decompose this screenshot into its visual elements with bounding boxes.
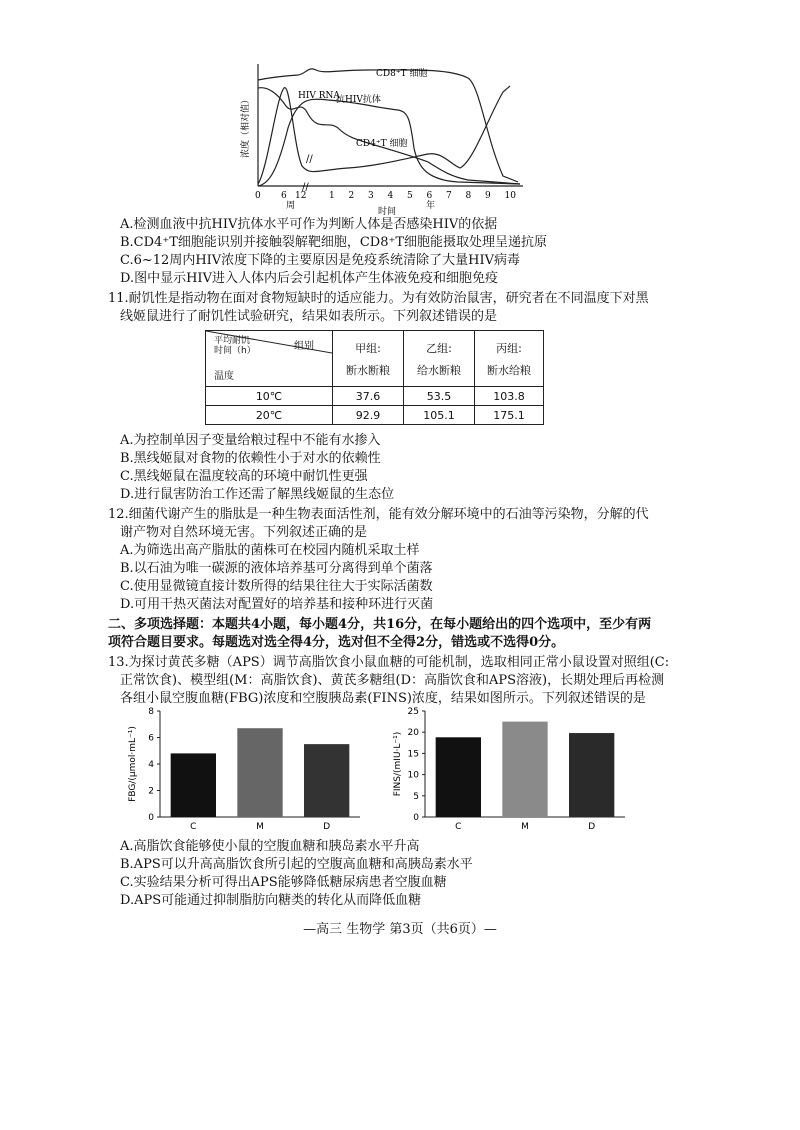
- row-temp: 20℃: [206, 406, 333, 425]
- x-tick-label: D: [323, 822, 331, 832]
- q13-stem-line1: 13.为探讨黄芪多糖（APS）调节高脂饮食小鼠血糖的可能机制，选取相同正常小鼠设置对照组(C:: [108, 655, 670, 670]
- y-tick-label: 10: [407, 770, 419, 781]
- year-tick: 5: [407, 191, 413, 201]
- q13-stem-line3: 各组小鼠空腹血糖(FBG)浓度和空腹胰岛素(FINS)浓度，结果如图所示。下列叙述错误的是: [120, 691, 646, 706]
- q12-option-a: A.为筛选出高产脂肽的菌株可在校园内随机采取土样: [120, 543, 420, 558]
- fins-bar-chart: [390, 705, 635, 840]
- y-tick-label: 25: [407, 707, 419, 717]
- q11-option-c: C.黑线姬鼠在温度较高的环境中耐饥性更强: [120, 469, 368, 484]
- row-temp: 10℃: [206, 387, 333, 406]
- y-tick-label: 20: [407, 728, 419, 739]
- q13-option-b: B.APS可以升高高脂饮食所引起的空腹高血糖和高胰岛素水平: [120, 857, 473, 872]
- q10-option-c: C.6~12周内HIV浓度下降的主要原因是免疫系统清除了大量HIV病毒: [120, 253, 521, 268]
- q12-option-b: B.以石油为唯一碳源的液体培养基可分离得到单个菌落: [120, 561, 433, 576]
- cd4-curve: [258, 88, 520, 184]
- table-cell: 103.8: [475, 387, 544, 406]
- week-tick: 0: [255, 191, 261, 201]
- year-tick: 1: [329, 191, 335, 201]
- bar-M: [502, 722, 547, 817]
- year-unit: 年: [426, 201, 436, 211]
- section2-line1: 二、多项选择题：本题共4小题，每小题4分，共16分，在每小题给出的四个选项中，至少有两: [108, 617, 652, 632]
- q10-option-d: D.图中显示HIV进入人体内后会引起机体产生体液免疫和细胞免疫: [120, 271, 498, 286]
- y-axis-label: FBG/(μmol·mL⁻¹): [128, 726, 138, 802]
- y-tick-label: 4: [148, 760, 154, 770]
- q12-option-d: D.可用干热灭菌法对配置好的培养基和接种环进行灭菌: [120, 597, 434, 612]
- y-tick-label: 0: [413, 813, 419, 823]
- q11-option-a: A.为控制单因子变量给粮过程中不能有水掺入: [120, 433, 381, 448]
- table-cell: 105.1: [404, 406, 475, 425]
- year-tick: 4: [387, 191, 394, 201]
- q13-option-a: A.高脂饮食能够使小鼠的空腹血糖和胰岛素水平升高: [120, 839, 420, 854]
- svg-text://: //: [306, 154, 313, 165]
- q11-option-d: D.进行鼠害防治工作还需了解黑线姬鼠的生态位: [120, 487, 395, 502]
- year-tick: 8: [465, 191, 472, 201]
- y-tick-label: 5: [413, 791, 419, 802]
- svg-text://: //: [302, 182, 309, 193]
- hiv-rna-label: HIV RNA: [298, 91, 340, 101]
- table-corner: 平均耐饥 时间（h） 组别 温度: [206, 331, 333, 387]
- year-tick: 3: [368, 191, 374, 201]
- q11-option-b: B.黑线姬鼠对食物的依赖性小于对水的依赖性: [120, 451, 381, 466]
- cd8-curve: [258, 69, 518, 182]
- y-tick-label: 8: [148, 707, 154, 717]
- table-cell: 53.5: [404, 387, 475, 406]
- week-tick: 6: [281, 191, 287, 201]
- year-tick: 9: [485, 191, 491, 201]
- x-tick-label: M: [256, 822, 264, 832]
- year-tick: 7: [446, 191, 452, 201]
- graph-y-label: 浓度（相对值）: [241, 94, 251, 158]
- y-tick-label: 15: [407, 749, 419, 760]
- cd4-label: CD4⁺T 细胞: [356, 139, 408, 149]
- y-tick-label: 0: [148, 813, 154, 823]
- week-unit: 周: [286, 201, 296, 211]
- bar-M: [237, 728, 282, 817]
- x-tick-label: C: [455, 822, 462, 832]
- y-tick-label: 2: [148, 786, 154, 797]
- q12-stem-line1: 12.细菌代谢产生的脂肽是一种生物表面活性剂，能有效分解环境中的石油等污染物，分解的代: [108, 507, 649, 522]
- table-cell: 175.1: [475, 406, 544, 425]
- q11-table: [205, 330, 544, 425]
- antibody-label: 抗HIV抗体: [336, 95, 381, 105]
- fbg-bar-chart: [125, 705, 370, 840]
- q10-option-b: B.CD4⁺T细胞能识别并接触裂解靶细胞，CD8⁺T细胞能摄取处理呈递抗原: [120, 235, 548, 250]
- q11-stem-line2: 线姬鼠进行了耐饥性试验研究，结果如表所示。下列叙述错误的是: [120, 309, 498, 324]
- q13-option-d: D.APS可能通过抑制脂肪向糖类的转化从而降低血糖: [120, 893, 422, 908]
- bar-C: [436, 737, 481, 817]
- y-axis-label: FINS/(mIU·L⁻¹): [393, 731, 403, 797]
- bar-D: [304, 744, 349, 817]
- bar-C: [171, 753, 216, 817]
- page-footer: —高三 生物学 第3页（共6页）—: [303, 922, 497, 937]
- table-cell: 92.9: [333, 406, 404, 425]
- year-tick: 2: [348, 191, 355, 201]
- x-tick-label: M: [521, 822, 529, 832]
- q12-option-c: C.使用显微镜直接计数所得的结果往往大于实际活菌数: [120, 579, 433, 594]
- q13-stem-line2: 正常饮食)、模型组(M：高脂饮食)、黄芪多糖组(D：高脂饮食和APS溶液)，长期处理后再检测: [120, 673, 665, 688]
- q13-option-c: C.实验结果分析可得出APS能够降低糖尿病患者空腹血糖: [120, 875, 447, 890]
- hiv-rna-curve: [258, 86, 510, 184]
- hiv-concentration-graph: [228, 58, 528, 218]
- y-tick-label: 6: [148, 733, 154, 744]
- graph-x-label: 时间: [378, 207, 397, 217]
- col-header-bing: 丙组: 断水给粮: [475, 331, 544, 387]
- q11-stem-line1: 11.耐饥性是指动物在面对食物短缺时的适应能力。为有效防治鼠害，研究者在不同温度下对黑: [108, 291, 649, 306]
- cd8-label: CD8⁺T 细胞: [376, 69, 428, 79]
- q10-option-a: A.检测血液中抗HIV抗体水平可作为判断人体是否感染HIV的依据: [120, 217, 498, 232]
- x-tick-label: C: [190, 822, 197, 832]
- year-tick: 10: [504, 191, 516, 201]
- q12-stem-line2: 谢产物对自然环境无害。下列叙述正确的是: [120, 525, 368, 540]
- col-header-jia: 甲组: 断水断粮: [333, 331, 404, 387]
- week-tick: 12: [295, 191, 307, 201]
- x-tick-label: D: [588, 822, 596, 832]
- year-tick: 6: [426, 191, 433, 201]
- table-cell: 37.6: [333, 387, 404, 406]
- col-header-yi: 乙组: 给水断粮: [404, 331, 475, 387]
- bar-D: [569, 733, 614, 817]
- section2-line2: 项符合题目要求。每题选对选全得4分，选对但不全得2分，错选或不选得0分。: [108, 635, 565, 650]
